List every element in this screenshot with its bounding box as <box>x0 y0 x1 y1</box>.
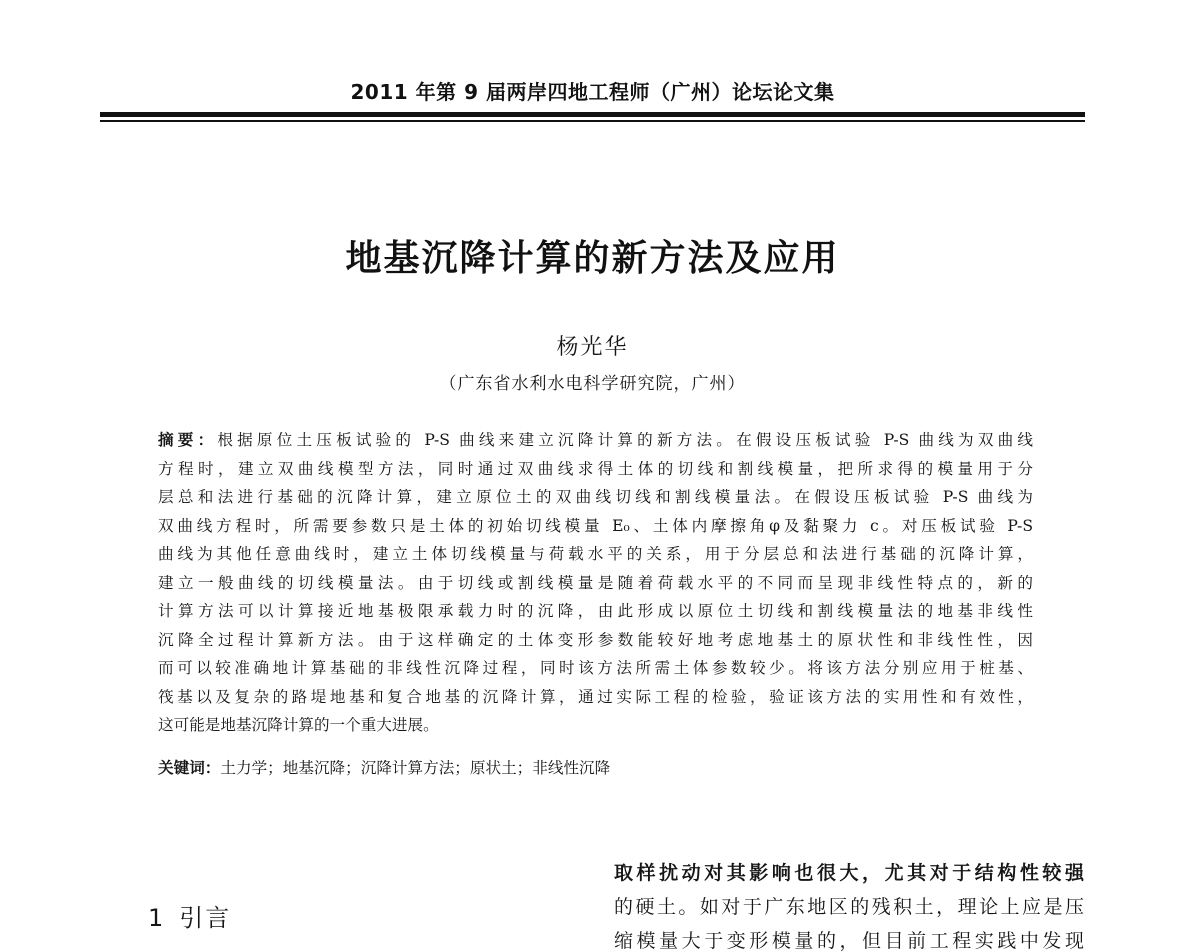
abstract-line-11: 这可能是地基沉降计算的一个重大进展。 <box>158 716 439 734</box>
abstract <box>158 426 1033 740</box>
header-rule-thin <box>100 120 1085 122</box>
keywords-label: 关键词： <box>158 759 221 777</box>
body-line-1: 取样扰动对其影响也很大，尤其对于结构性较强 <box>614 862 1084 884</box>
running-header: 2011 年第 9 届两岸四地工程师（广州）论坛论文集 <box>350 80 835 104</box>
body-line-3: 缩模量大于变形模量的，但目前工程实践中发现 <box>614 930 1084 952</box>
abstract-line-3: 层总和法进行基础的沉降计算，建立原位土的双曲线切线和割线模量法。在假设压板试验 P-S 曲线为 <box>158 488 1033 506</box>
body-column-right <box>614 856 1084 952</box>
abstract-line-8: 沉降全过程计算新方法。由于这样确定的土体变形参数能较好地考虑地基土的原状性和非线性性，因 <box>158 630 1033 649</box>
header-rule-thick <box>100 112 1085 117</box>
abstract-text-1: 根据原位土压板试验的 P-S 曲线来建立沉降计算的新方法。在假设压板试验 P-S 曲线为双曲线 <box>217 431 1033 449</box>
section-number: 1 <box>148 904 166 932</box>
abstract-line-7: 计算方法可以计算接近地基极限承载力时的沉降，由此形成以原位土切线和割线模量法的地基非线性 <box>158 602 1033 620</box>
abstract-line-5: 曲线为其他任意曲线时，建立土体切线模量与荷载水平的关系，用于分层总和法进行基础的沉降计算， <box>158 545 1033 563</box>
body-line-2: 的硬土。如对于广东地区的残积土，理论上应是压 <box>614 896 1084 918</box>
abstract-label: 摘要： <box>158 431 218 449</box>
abstract-line-6: 建立一般曲线的切线模量法。由于切线或割线模量是随着荷载水平的不同而呈现非线性特点的，新的 <box>158 573 1033 592</box>
abstract-line-1 <box>158 426 1033 455</box>
abstract-line-9: 而可以较准确地计算基础的非线性沉降过程，同时该方法所需土体参数较少。将该方法分别应用于桩基、 <box>158 659 1033 677</box>
abstract-line-4: 双曲线方程时，所需要参数只是土体的初始切线模量 E₀、土体内摩擦角φ及黏聚力 c。对压板试验 P-S <box>158 516 1033 535</box>
author-affiliation: （广东省水利水电科学研究院，广州） <box>439 374 746 394</box>
section-title: 引言 <box>179 904 232 932</box>
keywords <box>158 754 1033 782</box>
author-name: 杨光华 <box>556 335 629 360</box>
abstract-line-10: 筏基以及复杂的路堤地基和复合地基的沉降计算，通过实际工程的检验，验证该方法的实用性和有效性， <box>158 687 1033 706</box>
abstract-line-2: 方程时，建立双曲线模型方法，同时通过双曲线求得土体的切线和割线模量，把所求得的模量用于分 <box>158 459 1033 478</box>
paper-title: 地基沉降计算的新方法及应用 <box>345 238 840 279</box>
keywords-text: 土力学；地基沉降；沉降计算方法；原状土；非线性沉降 <box>220 759 611 777</box>
section-heading-introduction <box>148 898 231 933</box>
